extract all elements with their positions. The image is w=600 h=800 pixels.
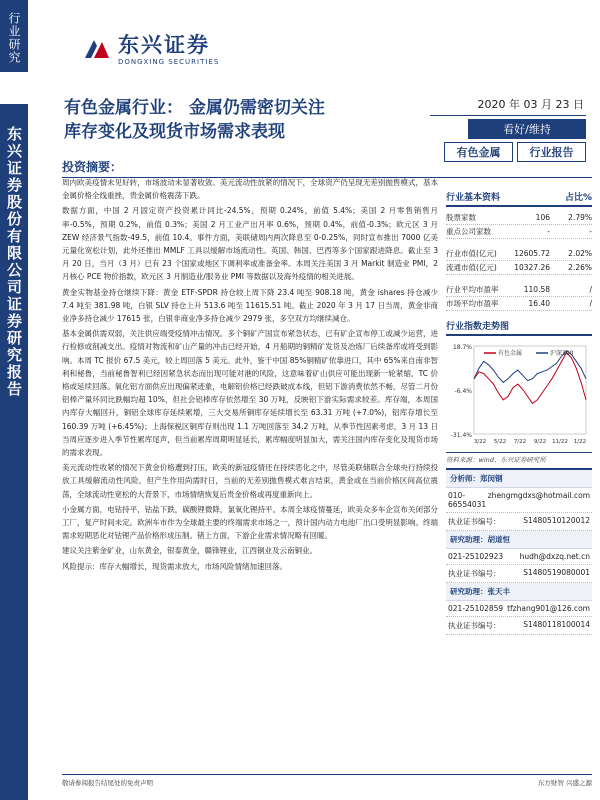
cell-label: 流通市值(亿元)	[446, 263, 497, 272]
x-tick-label: 1/22	[573, 439, 587, 445]
license-label: 执业证书编号：	[448, 621, 501, 630]
footer	[62, 774, 592, 787]
cell-pct: -	[589, 227, 592, 236]
license-no: S1480519080001	[523, 568, 590, 577]
license-no: S1480118100014	[523, 620, 590, 629]
series-line-0	[474, 353, 586, 404]
abstract-body	[62, 176, 438, 575]
logo-subtext: DONGXING SECURITIES	[118, 58, 220, 66]
analyst-contact	[446, 601, 592, 617]
cell-value: 16.40	[528, 299, 550, 308]
x-tick-label: 9/22	[533, 439, 547, 445]
cell-pct: 2.02%	[568, 249, 592, 258]
rating-badge: 看好/维持	[468, 119, 586, 139]
cell-pct: /	[589, 299, 592, 308]
chart-svg	[446, 338, 592, 450]
x-tick-label: 11/22	[552, 439, 568, 445]
paragraph: 基本金属供需双弱，关注供应端受疫情冲击情况。多个铜矿产国宣布紧急状态，已有矿企宣布停工或减少运营，进行检修或削减支出。疫情对物流和矿山产量的冲击已经开始，4 月船期的铜精矿发货及冶炼厂后续备库或将受到影响。本周 TC 报价 67.5 美元，较上周回落 5 美元。此外，鉴于中国 85%铜精矿依靠进口，其中 65%来自南非智利和秘鲁，当前秘鲁智利已经因紧急状态而出现可能对港的风险，这意味着矿山供应可能出现新一轮紧缩，TC 价格或延续回落。氧化铝方面供应出现偏紧迹象，电解铝价格已经跌破成本线，但铝下游消费依然不畅，尽管二月份铝棒产量环同比跌幅均超 10%，但社会铝棒库存依然增至 30 万吨，反映铝下游实际需求较差。库存端，本周国内库存大幅回升，铜铝全球库存延续累增，三大交易所铜库存延续增长至 63.31 万吨 (+7.0%)，铝库存增长至 160.39 万吨 (+6.45%)；上海保税区铜库存则出现 1.1 万吨回落至 34.2 万吨，从季节性因素考虑，3 月 13 日当周应逐步进入季节性累库尾声，但当前累库周期明显延长，累库幅度明显加大，需关注国内库存变化及现货市场的需求表现。	[62, 329, 438, 458]
table-row	[446, 283, 592, 297]
chart-heading: 行业指数走势图	[446, 319, 592, 336]
cell-label: 重点公司家数	[446, 227, 491, 236]
cell-pct: 2.79%	[568, 213, 592, 222]
abstract-heading: 投资摘要：	[62, 158, 592, 178]
report-title	[64, 96, 404, 144]
cell-value: 106	[535, 213, 550, 222]
phone: 021-25102923	[448, 552, 504, 561]
paragraph: 建议关注紫金矿业，山东黄金，银泰黄金，赣锋锂业，江西铜业及云南铜业。	[62, 546, 317, 556]
report-meta	[430, 94, 586, 162]
paragraph: 美元流动性收紧的情况下黄金价格遭到打压，欧美的新冠疫情还在持续恶化之中，尽管美联储联合全球央行持续投放工具缓解流动性风险，但产生作用尚需时日，当前的无差别抛售模式难言结束，黄金或在当前价格区间高位震荡，全球流动性宽松的大背景下，市场情绪恢复后贵金价格或再度重新向上。	[62, 463, 438, 499]
table-row	[446, 211, 592, 225]
cell-pct: /	[589, 285, 592, 294]
basics-header	[446, 190, 592, 207]
y-tick-label: -6.4%	[454, 388, 472, 395]
cell-value: 110.58	[523, 285, 550, 294]
paragraph: 数据方面，中国 2 月固定资产投资累计同比-24.5%，预期 0.24%，前值 5.4%；美国 2 月零售销售月率-0.5%，预期 0.2%，前值 0.3%；美国 2 月工业产出月率 0.6%，预期 0.4%，前值-0.3%；欧元区 3 月 ZEW 经济景气指数-49.5，前值 10.4。事件方面，美联储周内两次降息至 0-0.25%，同时宣布推出 7000 亿美元量化宽松计划，此外还推出 MMLF 工具以缓解市场流动性。英国、韩国、巴西等多个国家跟进降息。截止至 3 月 20 日，当月（3 月）已有 23 个国家或地区下调利率或准备金率。本周关注美国 3 月 Markit 制造业 PMI，2 月核心 PCE 物价指数，欧元区 3 月制造业/服务业 PMI 等数据以及海外疫情的相关进展。	[62, 206, 438, 282]
cell-label: 市场平均市盈率	[446, 299, 499, 308]
analyst-heading: 分析师：郑闵钢	[446, 470, 592, 488]
index-chart	[446, 338, 592, 450]
footer-slogan: 东方财智 兴盛之源	[537, 779, 592, 787]
cell-label: 行业市值(亿元)	[446, 249, 497, 258]
license-no: S1480510120012	[523, 516, 590, 525]
legend-label: 有色金属	[498, 350, 523, 357]
cell-value: 10327.26	[514, 263, 550, 272]
email[interactable]: hudh@dxzq.net.cn	[519, 552, 590, 561]
x-tick-label: 3/22	[473, 439, 487, 445]
table-row	[446, 261, 592, 275]
basics-col: 占比%	[564, 193, 592, 203]
analyst-heading: 研究助理：胡道恒	[446, 531, 592, 549]
y-tick-label: 18.7%	[452, 344, 472, 351]
table-row	[446, 247, 592, 261]
plot-frame	[474, 346, 586, 434]
analyst-contact	[446, 549, 592, 565]
email[interactable]: zhengmgdxs@hotmail.com	[487, 491, 590, 500]
analyst-heading: 研究助理：张天丰	[446, 583, 592, 601]
license-label: 执业证书编号：	[448, 569, 501, 578]
cell-label: 股票家数	[446, 213, 476, 222]
industry-badge: 有色金属	[444, 142, 513, 162]
footer-disclaimer: 敬请参阅报告结尾处的免责声明	[62, 779, 153, 787]
cell-value: -	[547, 227, 550, 236]
report-date: 2020 年 03 月 23 日	[430, 94, 586, 116]
logo-text: 东兴证券	[118, 33, 210, 57]
analyst-license	[446, 513, 592, 531]
paragraph: 周内欧美疫情未见好转，市场波动未显著收敛。美元流动性放紧的情况下，全球资产仍呈现无差别抛售模式，基本金属价格全线重挫，贵金属价格震荡下跌。	[62, 178, 438, 201]
right-column	[446, 190, 592, 635]
legend-label: 沪深300	[550, 350, 574, 357]
analyst-contact	[446, 488, 592, 513]
analyst-license	[446, 617, 592, 635]
y-tick-label: -31.4%	[450, 432, 472, 439]
paragraph: 黄金实物基金持仓继续下降：黄金 ETF-SPDR 持仓较上周下降 23.4 吨至 908.18 吨，黄金 ishares 持仓减少 7.4 吨至 381.98 吨，白银 SLV 持仓上升 513.6 吨至 11615.51 吨。截止 2020 年 3 月 17 日当周，黄金非商业净多持仓减少 17615 张，白银非商业净多持仓减少 2979 张，多空双方均继续减仓。	[62, 287, 438, 324]
phone: 010-66554031	[448, 491, 487, 509]
x-tick-label: 5/22	[493, 439, 507, 445]
logo-icon	[82, 36, 112, 64]
chart-source: 资料来源：wind、东兴证券研究所	[446, 452, 592, 464]
license-label: 执业证书编号：	[448, 517, 501, 526]
basics-heading: 行业基本资料	[446, 193, 501, 203]
analyst-block	[446, 468, 592, 635]
email[interactable]: tfzhang901@126.com	[507, 604, 590, 613]
type-badge: 行业报告	[517, 142, 586, 162]
title-line-2: 库存变化及现货市场需求表现	[64, 122, 285, 142]
title-line-1: 有色金属行业： 金属仍需密切关注	[64, 98, 325, 118]
table-row	[446, 225, 592, 239]
cell-pct: 2.26%	[568, 263, 592, 272]
sidebar-category: 行业研究	[0, 0, 28, 72]
cell-label: 行业平均市盈率	[446, 285, 499, 294]
paragraph: 小金属方面，电钴持平，钴盐下跌，碳酸锂微降，氯氧化锂持平。本周全球疫情蔓延，欧美众多车企宣布关闭部分工厂，复产时间未定。欧洲车市作为全球最主要的终端需求市场之一，预计国内动力电池厂出口受明显影响。终端需求短期恶化对钴锂产品价格形成压制。锗上方面，下游企业需求情况略有回暖。	[62, 504, 438, 541]
analyst-license	[446, 565, 592, 583]
logo	[82, 34, 219, 66]
x-tick-label: 7/22	[513, 439, 527, 445]
table-row	[446, 297, 592, 311]
sidebar-company: 东兴证券股份有限公司证券研究报告	[0, 104, 28, 800]
cell-value: 12605.72	[514, 249, 550, 258]
paragraph: 风险提示：库存大幅增长，现货需求放大，市场风险情绪加速回落。	[62, 561, 287, 571]
phone: 021-25102859	[448, 604, 504, 613]
